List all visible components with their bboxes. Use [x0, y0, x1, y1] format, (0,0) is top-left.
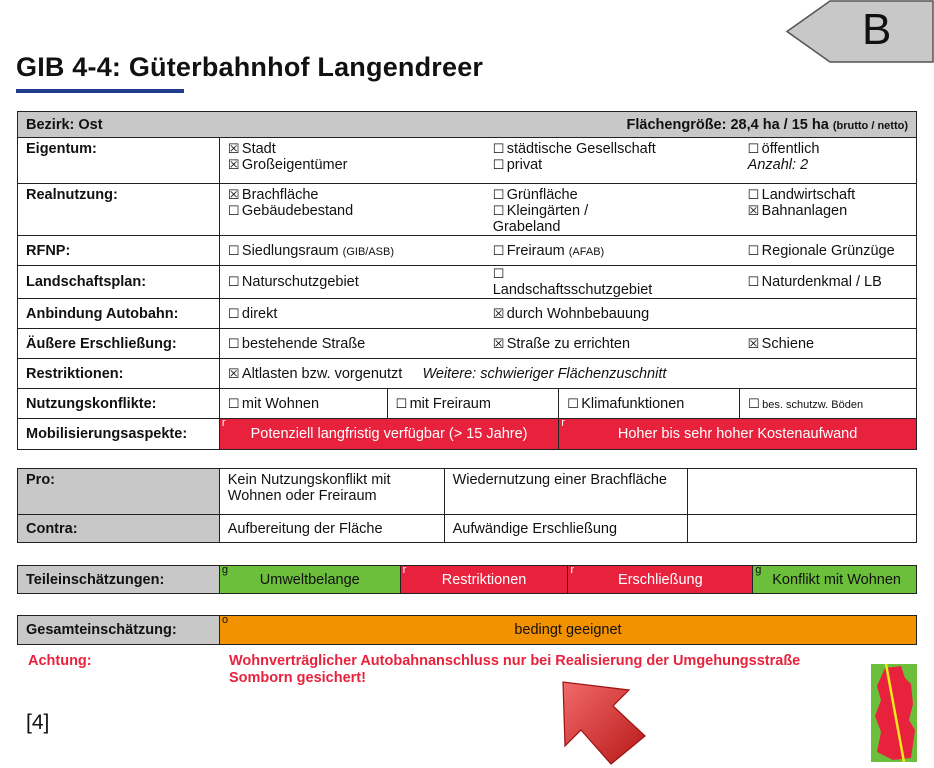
- checkbox-unchecked-icon[interactable]: ☐: [227, 305, 240, 321]
- achtung-label: Achtung:: [28, 653, 92, 669]
- realnutzung-a1: Brachfläche: [241, 187, 319, 203]
- checkbox-checked-icon[interactable]: ☒: [227, 187, 240, 202]
- eigentum-b1: städtische Gesellschaft: [506, 141, 656, 157]
- konflikte-b: mit Freiraum: [409, 395, 491, 412]
- pro-label: Pro:: [18, 469, 220, 515]
- erschliessung-a: bestehende Straße: [241, 335, 366, 352]
- main-table: [17, 111, 917, 450]
- row-landschaftsplan: [18, 266, 917, 299]
- contra-1: Aufbereitung der Fläche: [219, 515, 444, 543]
- row-eigentum: [18, 138, 917, 184]
- pro-3-empty: [688, 469, 917, 515]
- gesamt-label: Gesamteinschätzung:: [18, 616, 220, 645]
- rating-mark: r: [402, 564, 407, 576]
- checkbox-unchecked-icon[interactable]: ☐: [492, 141, 505, 156]
- mobilisierung-label: Mobilisierungsaspekte:: [18, 419, 220, 450]
- checkbox-unchecked-icon[interactable]: ☐: [747, 242, 760, 258]
- row-realnutzung: [18, 184, 917, 236]
- checkbox-unchecked-icon[interactable]: ☐: [492, 266, 505, 281]
- konflikte-c: Klimafunktionen: [581, 395, 685, 412]
- checkbox-unchecked-icon[interactable]: ☐: [227, 335, 240, 351]
- landschaft-label: Landschaftsplan:: [18, 266, 220, 299]
- pointer-arrow-icon: [545, 676, 655, 768]
- rating-mark: r: [561, 417, 565, 429]
- realnutzung-c1: Landwirtschaft: [761, 187, 856, 203]
- row-pro: [18, 469, 917, 515]
- contra-2: Aufwändige Erschließung: [444, 515, 688, 543]
- konflikte-a: mit Wohnen: [241, 395, 320, 412]
- eigentum-c2: Anzahl: 2: [747, 157, 809, 173]
- row-restriktionen: [18, 359, 917, 389]
- teil-label: Teileinschätzungen:: [18, 566, 220, 594]
- achtung-text-2: Somborn gesichert!: [229, 670, 366, 686]
- bezirk-label: Bezirk: Ost: [26, 116, 103, 133]
- autobahn-a: direkt: [241, 305, 278, 322]
- landschaft-c: Naturdenkmal / LB: [761, 274, 882, 290]
- rating-mark: r: [221, 417, 226, 429]
- landschaft-b: Landschaftsschutzgebiet: [492, 282, 653, 298]
- gesamt-table: [17, 615, 917, 645]
- row-gesamt: [18, 616, 917, 645]
- checkbox-unchecked-icon[interactable]: ☐: [747, 141, 760, 156]
- teil-table: [17, 565, 917, 594]
- rfnp-c: Regionale Grünzüge: [761, 242, 895, 259]
- erschliessung-label: Äußere Erschließung:: [18, 329, 220, 359]
- reference-number: [4]: [26, 711, 50, 734]
- teil-item-1: Restriktionen: [441, 571, 527, 588]
- restriktionen-a: Altlasten bzw. vorgenutzt: [241, 365, 403, 382]
- pro-2: Wiedernutzung einer Brachfläche: [444, 469, 688, 515]
- teil-item-2: Erschließung: [618, 571, 703, 588]
- rating-mark: g: [221, 564, 228, 576]
- row-nutzungskonflikte: [18, 389, 917, 419]
- header-row: [18, 112, 917, 138]
- flaeche-label: Flächengröße: 28,4 ha / 15 ha: [626, 116, 829, 133]
- gesamt-cell: [219, 616, 916, 645]
- checkbox-unchecked-icon[interactable]: ☐: [395, 395, 408, 411]
- realnutzung-label: Realnutzung:: [18, 184, 220, 236]
- row-rfnp: [18, 236, 917, 266]
- checkbox-unchecked-icon[interactable]: ☐: [227, 242, 240, 258]
- realnutzung-b1: Grünfläche: [506, 187, 578, 203]
- konflikte-label: Nutzungskonflikte:: [18, 389, 220, 419]
- rfnp-b-small: (AFAB): [568, 245, 605, 258]
- autobahn-b: durch Wohnbebauung: [506, 305, 650, 322]
- checkbox-checked-icon[interactable]: ☒: [492, 305, 505, 321]
- row-mobilisierung: [18, 419, 917, 450]
- contra-3-empty: [688, 515, 917, 543]
- row-teil: [18, 566, 917, 594]
- mobilisierung-a-cell: [219, 419, 558, 450]
- teil-cell-3: [753, 566, 917, 594]
- konflikte-d: bes. schutzw. Böden: [762, 398, 864, 411]
- restriktionen-b: Weitere: schwieriger Flächenzuschnitt: [422, 365, 667, 382]
- site-map-thumbnail: [871, 664, 917, 762]
- rating-mark: o: [221, 614, 229, 626]
- eigentum-a1: Stadt: [241, 141, 276, 157]
- checkbox-checked-icon[interactable]: ☒: [747, 335, 760, 351]
- mobilisierung-a: Potenziell langfristig verfügbar (> 15 Jahre): [250, 426, 528, 442]
- rfnp-label: RFNP:: [18, 236, 220, 266]
- checkbox-unchecked-icon[interactable]: ☐: [492, 157, 505, 172]
- title-underline: [16, 89, 184, 93]
- landschaft-a: Naturschutzgebiet: [241, 274, 359, 290]
- checkbox-unchecked-icon[interactable]: ☐: [492, 242, 505, 258]
- eigentum-c1: öffentlich: [761, 141, 820, 157]
- realnutzung-c2: Bahnanlagen: [761, 203, 848, 219]
- teil-item-3: Konflikt mit Wohnen: [772, 571, 901, 588]
- checkbox-unchecked-icon[interactable]: ☐: [227, 274, 240, 289]
- checkbox-unchecked-icon[interactable]: ☐: [492, 203, 505, 218]
- procontra-table: [17, 468, 917, 543]
- eigentum-a2: Großeigentümer: [241, 157, 348, 173]
- checkbox-unchecked-icon[interactable]: ☐: [748, 395, 760, 411]
- contra-label: Contra:: [18, 515, 220, 543]
- mobilisierung-b-cell: [559, 419, 917, 450]
- autobahn-label: Anbindung Autobahn:: [18, 299, 220, 329]
- rfnp-a-small: (GIB/ASB): [342, 245, 395, 258]
- realnutzung-a2: Gebäudebestand: [241, 203, 354, 219]
- checkbox-unchecked-icon[interactable]: ☐: [747, 274, 760, 289]
- row-autobahn: [18, 299, 917, 329]
- page-tab-letter: B: [862, 5, 892, 54]
- page-title: GIB 4-4: Güterbahnhof Langendreer: [16, 52, 484, 82]
- rfnp-a: Siedlungsraum: [241, 242, 339, 259]
- erschliessung-b: Straße zu errichten: [506, 335, 631, 352]
- checkbox-checked-icon[interactable]: ☒: [492, 335, 505, 351]
- teil-item-0: Umweltbelange: [259, 571, 360, 588]
- row-contra: [18, 515, 917, 543]
- checkbox-unchecked-icon[interactable]: ☐: [492, 187, 505, 202]
- checkbox-checked-icon[interactable]: ☒: [227, 365, 240, 381]
- checkbox-unchecked-icon[interactable]: ☐: [567, 395, 579, 411]
- checkbox-checked-icon[interactable]: ☒: [227, 141, 240, 156]
- eigentum-b2: privat: [506, 157, 543, 173]
- flaeche-suffix: (brutto / netto): [832, 119, 908, 132]
- rating-mark: r: [570, 564, 575, 576]
- teil-cell-2: [568, 566, 753, 594]
- checkbox-unchecked-icon[interactable]: ☐: [227, 203, 240, 218]
- erschliessung-c: Schiene: [761, 335, 815, 352]
- realnutzung-b2: Kleingärten / Grabeland: [492, 203, 589, 235]
- rfnp-b: Freiraum: [506, 242, 565, 259]
- teil-cell-0: [219, 566, 400, 594]
- checkbox-unchecked-icon[interactable]: ☐: [227, 395, 240, 411]
- checkbox-checked-icon[interactable]: ☒: [227, 157, 240, 172]
- teil-cell-1: [400, 566, 568, 594]
- page-tab-shape: [786, 0, 934, 64]
- rating-mark: g: [755, 564, 762, 576]
- eigentum-label: Eigentum:: [18, 138, 220, 184]
- restriktionen-label: Restriktionen:: [18, 359, 220, 389]
- checkbox-unchecked-icon[interactable]: ☐: [747, 187, 760, 202]
- mobilisierung-b: Hoher bis sehr hoher Kostenaufwand: [617, 426, 858, 442]
- gesamt-text: bedingt geeignet: [514, 622, 622, 638]
- pro-1: Kein Nutzungskonflikt mit Wohnen oder Freiraum: [219, 469, 444, 515]
- achtung-text-1: Wohnverträglicher Autobahnanschluss nur bei Realisierung der Umgehungsstraße: [229, 653, 801, 669]
- checkbox-checked-icon[interactable]: ☒: [747, 203, 760, 218]
- row-erschliessung: [18, 329, 917, 359]
